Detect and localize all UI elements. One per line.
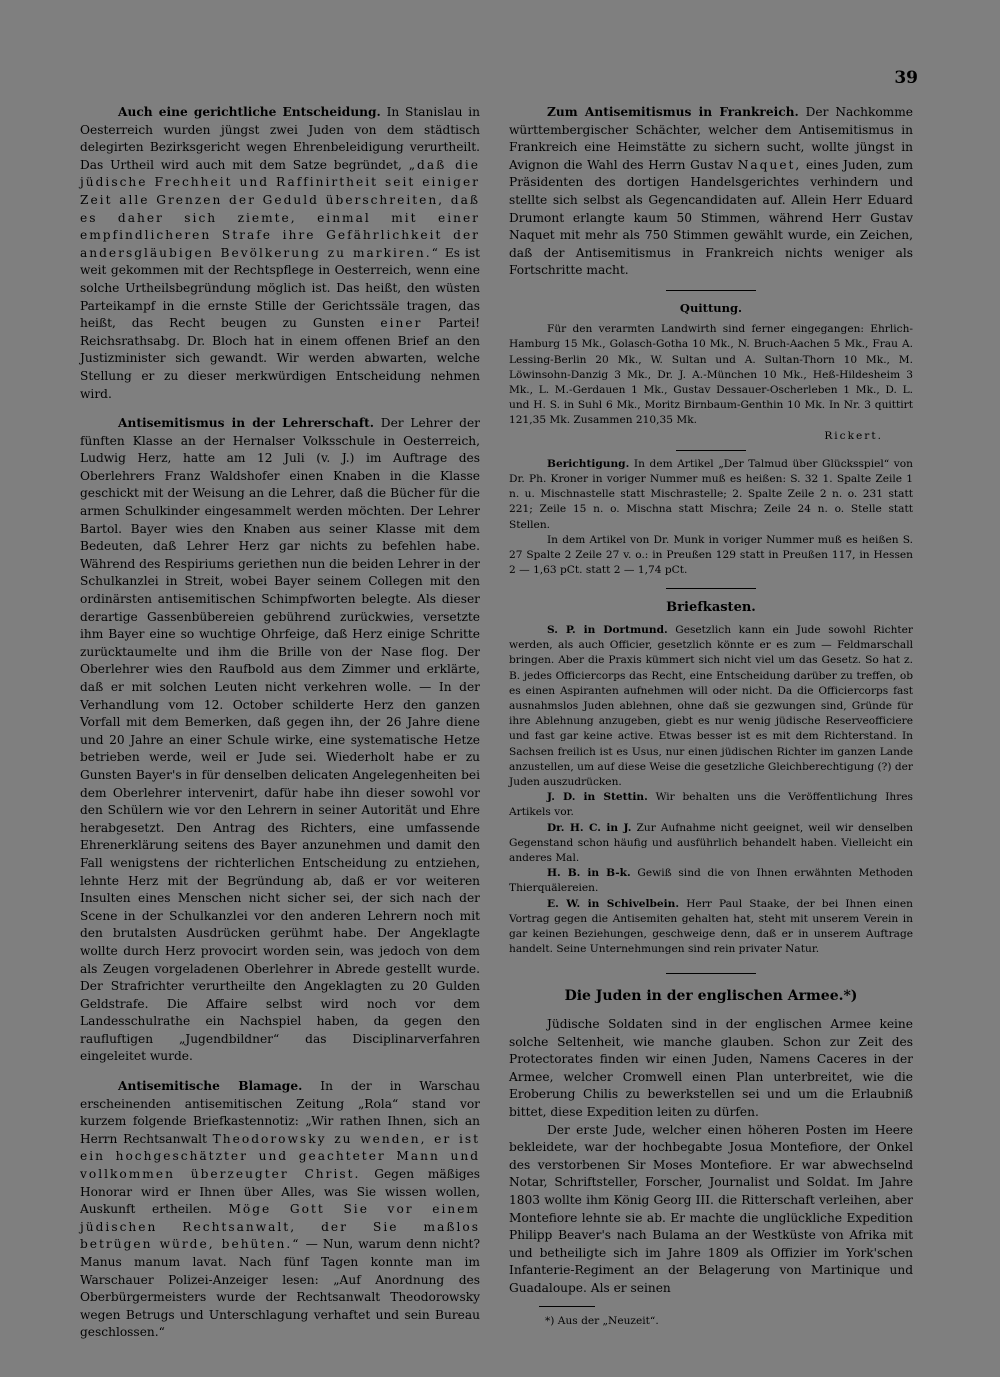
article-text: eines Juden, zum Präsidenten des dortigen Handelsgerichtes verhindern und stellte sich selbst als Gegencandidaten auf. Allein Herr Eduard Drumont erlangte kaum 50 Stimmen, während Herr Gustav Naquet mit mehr als 750 Stimmen gewählt wurde, ein Zeichen, daß der Antisemitismus in Frankreich nichts weniger als Fortschritte macht. (509, 157, 913, 278)
letter-entry (509, 897, 913, 958)
section-divider (666, 290, 756, 291)
quittung-section (509, 301, 913, 578)
letter-text: Herr Paul Staake, der bei Ihnen einen Vortrag gegen die Antisemiten gehalten hat, steht mit unserem Verein in gar keinen Beziehungen, geschweige denn, daß er in unserem Auftrage handelt. Seine Unternehmungen sind rein privater Natur. (509, 897, 913, 956)
article-heading: Antisemitische Blamage. (118, 1079, 303, 1094)
berichtigung-heading: Berichtigung. (547, 457, 630, 470)
article-text: In Stanislau in Oesterreich wurden jüngst zwei Juden von dem städtisch delegirten Bezirksgericht wegen Ehrenbeleidigung verurtheilt. Das Urtheil wird auch mit dem Satze begründet, (80, 105, 480, 172)
berichtigung-body: In dem Artikel „Der Talmud über Glücksspiel“ von Dr. Ph. Kroner in voriger Nummer muß es heißen: S. 32 1. Spalte Zeile 1 n. u. Mischnastelle statt Mischrastelle; 2. Spalte Zeile 2 n. o. 231 statt 221; Zeile 15 n. o. Mischna statt Mischra; Zeile 24 n. o. Stelle statt Stellen. (509, 457, 913, 531)
quittung-signature: Rickert. (824, 429, 883, 442)
article-heading: Antisemitismus in der Lehrerschaft. (118, 416, 375, 431)
briefkasten-section (509, 623, 913, 957)
article-heading: Zum Antisemitismus in Frankreich. (547, 105, 799, 119)
letter-recipient: J. D. in Stettin. (547, 791, 648, 804)
article-text: Der Lehrer der fünften Klasse an der Hernalser Volksschule in Oesterreich, Ludwig Herz, hatte am 12 Juli (v. J.) im Auftrage des Oberlehrers Franz Waldshofer einen Knaben in die Klasse geschickt mit der Weisung an die Lehrer, daß die Bücher für die armen Schulkinder eingesammelt werden möchten. Der Lehrer Bartol. Bayer wies den Knaben aus seiner Klasse mit dem Bedeuten, daß Lehrer Herz gar nichts zu befehlen habe. Während des Respiriums geriethen nun die beiden Lehrer in der Schulkanzlei in Streit, wobei Bayer seinem Collegen mit den ordinärsten antisemitischen Schimpfworten belegte. Als dieser derartige Gassenbübereien gebührend zurückwies, versetzte ihm Bayer eine so wuchtige Ohrfeige, daß Herz einige Schritte zurücktaumelte und ihm die Brille von der Nase flog. Der Oberlehrer wies den Raufbold aus dem Zimmer und erklärte, daß er mit solchen Leuten nicht verkehren wolle. — In der Verhandlung vom 12. October schilderte Herz den ganzen Vorfall mit dem Bemerken, daß gegen ihn, der 26 Jahre diene und 20 Jahre an einer Schule wirke, eine systematische Hetze betrieben werde, weil er Jude sei. Wiederholt habe er zu Gunsten Bayer's in für denselben delicaten Angelegenheiten bei dem Oberlehrer intervenirt, dafür habe ihn dieser sowohl vor den Schülern wie vor den Lehrern in seiner Autorität und Ehre herabgesetzt. Den Antrag des Richters, eine umfassende Ehrenerklärung seitens des Bayer anzunehmen und damit den Fall wenigstens der richterlichen Entscheidung zu entziehen, lehnte Herz mit der Begründung ab, daß er vor weiteren Insulten eines Menschen nicht sicher sei, der sich nach der Scene in der Schulkanzlei vor den anderen Lehrern noch mit den brutalsten Ausdrücken gerühmt habe. Der Angeklagte wollte durch Herz provocirt worden sein, was jedoch von dem als Zeugen vorgeladenen Oberlehrer in Abrede gestellt wurde. Der Strafrichter verurtheilte den Angeklagten zu 20 Gulden Geldstrafe. Die Affaire selbst wird noch vor dem Landesschulrathe ein Nachspiel haben, da gegen den raufluftigen „Jugendbildner“ das Disciplinarverfahren eingeleitet wurde. (80, 416, 481, 1064)
letter-recipient: S. P. in Dortmund. (547, 623, 668, 636)
section-divider (666, 973, 756, 974)
berichtigung-text (509, 457, 913, 533)
article-gerichtliche-entscheidung (80, 104, 480, 403)
juden-armee-heading: Die Juden in der englischen Armee.*) (564, 988, 858, 1005)
berichtigung-text-2: In dem Artikel von Dr. Munk in voriger Nummer muß es heißen S. 27 Spalte 2 Zeile 27 v. o.: in Preußen 129 statt in Preußen 117, in Hessen 2 — 1,63 pCt. statt 2 — 1,74 pCt. (509, 533, 913, 577)
letter-text: Wir behalten uns die Veröffentlichung Ihres Artikels vor. (509, 791, 913, 819)
footnote-rule (539, 1306, 595, 1307)
left-column (80, 104, 480, 1342)
article-text: Gegen mäßiges Honorar wird er Ihnen über Alles, was Sie wissen wollen, Auskunft ertheilen. (80, 1167, 480, 1217)
article-text: Es ist weit gekommen mit der Rechtspflege in Oesterreich, wenn eine solche Urtheilsbegründung möglich ist. Das heißt, den wüsten Parteikampf in die ernste Stille der Gerichtssäle tragen, das heißt, das Recht beugen zu Gunsten (80, 245, 481, 331)
article-heading: Auch eine gerichtliche Entscheidung. (118, 105, 381, 119)
article-text: Partei! Reichsrathsabg. Dr. Bloch hat in einem offenen Brief an den Justizminister sich gewandt. Wir werden abwarten, welche Stellung er zu dieser merkwürdigen Entscheidung nehmen wird. (80, 316, 481, 401)
letter-entry (509, 790, 913, 820)
letter-recipient: E. W. in Schivelbein. (547, 897, 680, 910)
section-divider (676, 450, 746, 451)
armee-paragraph-2: Der erste Jude, welcher einen höheren Posten im Heere bekleidete, war der hochbegabte Josua Montefiore, der Onkel des verstorbenen Sir Moses Montefiore. Er war abwechselnd Notar, Schriftsteller, Forscher, Journalist und Soldat. Im Jahre 1803 wollte ihm König Georg III. die Ritterschaft verleihen, aber Montefiore lehnte sie ab. Er machte die unglückliche Expedition Philipp Beaver's nach Bulama an der Westküste von Afrika mit und betheiligte sich im Jahre 1809 als Offizier im York'schen Infanterie-Regiment an der Belagerung von Martinique und Guadaloupe. Als er seinen (509, 1122, 913, 1295)
letter-text: Gesetzlich kann ein Jude sowohl Richter werden, als auch Officier, gesetzlich könnte er es zum — Feldmarschall bringen. Aber die Praxis kümmert sich nicht viel um das Gesetz. So hat z. B. jedes Officiercorps das Recht, eine Entscheidung darüber zu treffen, ob es einen Aspiranten aufnehmen will oder nicht. Da die Officiercorps fast ausnahmslos Juden ablehnen, ohne daß sie gezwungen sind, Gründe für ihre Ablehnung anzugeben, giebt es nur wenig jüdische Reserveofficiere und fast gar keine active. Etwas besser ist es mit dem Richterstand. In Sachsen freilich ist es Usus, nur einen jüdischen Richter im ganzen Lande anzustellen, um auf diese Weise die gesetzliche Gleichberechtigung (?) der Juden auszudrücken. (509, 623, 913, 789)
spaced-name: Theodorowsky zu wenden, er ist ein hochgeschätzter und geachteter Mann und vollkommen überzeugter Christ. (80, 1131, 481, 1182)
letter-entry (509, 821, 913, 867)
page-number: 39 (894, 68, 918, 88)
right-column (509, 104, 913, 1330)
letter-recipient: Dr. H. C. in J. (547, 821, 632, 834)
article-antisemitismus-lehrerschaft (80, 415, 480, 1066)
article-text: Der Nachkomme württembergischer Schächter, welcher dem Antisemitismus in Frankreich eine Heimstätte zu sichern sucht, wollte jüngst in Avignon die Wahl des Herrn Gustav (509, 105, 913, 172)
footnote: *) Aus der „Neuzeit“. (545, 1314, 659, 1327)
letter-entry (509, 866, 913, 896)
article-text: In der in Warschau erscheinenden antisemitischen Zeitung „Rola“ stand vor kurzem folgende Briefkastennotiz: „Wir rathen Ihnen, sich an Herrn Rechtsanwalt (80, 1079, 480, 1146)
quittung-heading: Quittung. (679, 300, 743, 315)
armee-paragraph-1: Jüdische Soldaten sind in der englischen Armee keine solche Seltenheit, wie manche glauben. Schon zur Zeit des Protectorates finden wir einen Juden, Namens Caceres in der Armee, welcher Cromwell einen Plan unterbreitet, wie die Eroberung Chilis zu bewerkstellen sei und um die Erlaubniß bittet, diese Expedition leiten zu dürfen. (509, 1017, 913, 1120)
spaced-quote: Möge Gott Sie vor einem jüdischen Rechtsanwalt, der Sie maßlos betrügen würde, behüten.“ (80, 1202, 480, 1252)
briefkasten-heading: Briefkasten. (666, 600, 756, 616)
spaced-name: Naquet, (737, 157, 802, 172)
letter-recipient: H. B. in B-k. (547, 867, 631, 880)
article-antisemitismus-frankreich (509, 104, 913, 280)
letter-text: Zur Aufnahme nicht geeignet, weil wir denselben Gegenstand schon häufig und ausführlich behandelt haben. Vielleicht ein anderes Mal. (509, 821, 913, 865)
spaced-quote: „daß die jüdische Frechheit und Raffinirtheit seit einiger Zeit alle Grenzen der Geduld überschreiten, daß es daher sich ziemte, einmal mit einer empfindlicheren Strafe ihre Gefährlichkeit der andersgläubigen Bevölkerung zu markiren.“ (80, 157, 480, 260)
quittung-text: Für den verarmten Landwirth sind ferner eingegangen: Ehrlich-Hamburg 15 Mk., Golasch-Gotha 10 Mk., N. Bruch-Aachen 5 Mk., Frau A. Lessing-Berlin 20 Mk., W. Sultan und A. Sultan-Thorn 10 Mk., M. Löwinsohn-Danzig 3 Mk., Dr. J. A.-München 10 Mk., Heß-Hildesheim 3 Mk., L. M.-Gerdauen 1 Mk., Gustav Dessauer-Oscherleben 1 Mk., D. L. und H. S. in Suhl 6 Mk., Moritz Birnbaum-Genthin 10 Mk. In Nr. 3 quittirt 121,35 Mk. Zusammen 210,35 Mk. (509, 323, 913, 427)
article-antisemitische-blamage (80, 1078, 480, 1342)
article-text: — Nun, warum denn nicht? Manus manum lavat. Nach fünf Tagen konnte man im Warschauer Polizei-Anzeiger lesen: „Auf Anordnung des Oberbürgermeisters wurde der Rechtsanwalt Theodorowsky wegen Betrugs und Unterschlagung verhaftet und sein Bureau geschlossen.“ (80, 1237, 480, 1340)
spaced-word: einer (380, 316, 423, 331)
section-divider (666, 588, 756, 589)
letter-text: Gewiß sind die von Ihnen erwähnten Methoden Thierquälereien. (509, 867, 913, 895)
letter-entry (509, 623, 913, 790)
